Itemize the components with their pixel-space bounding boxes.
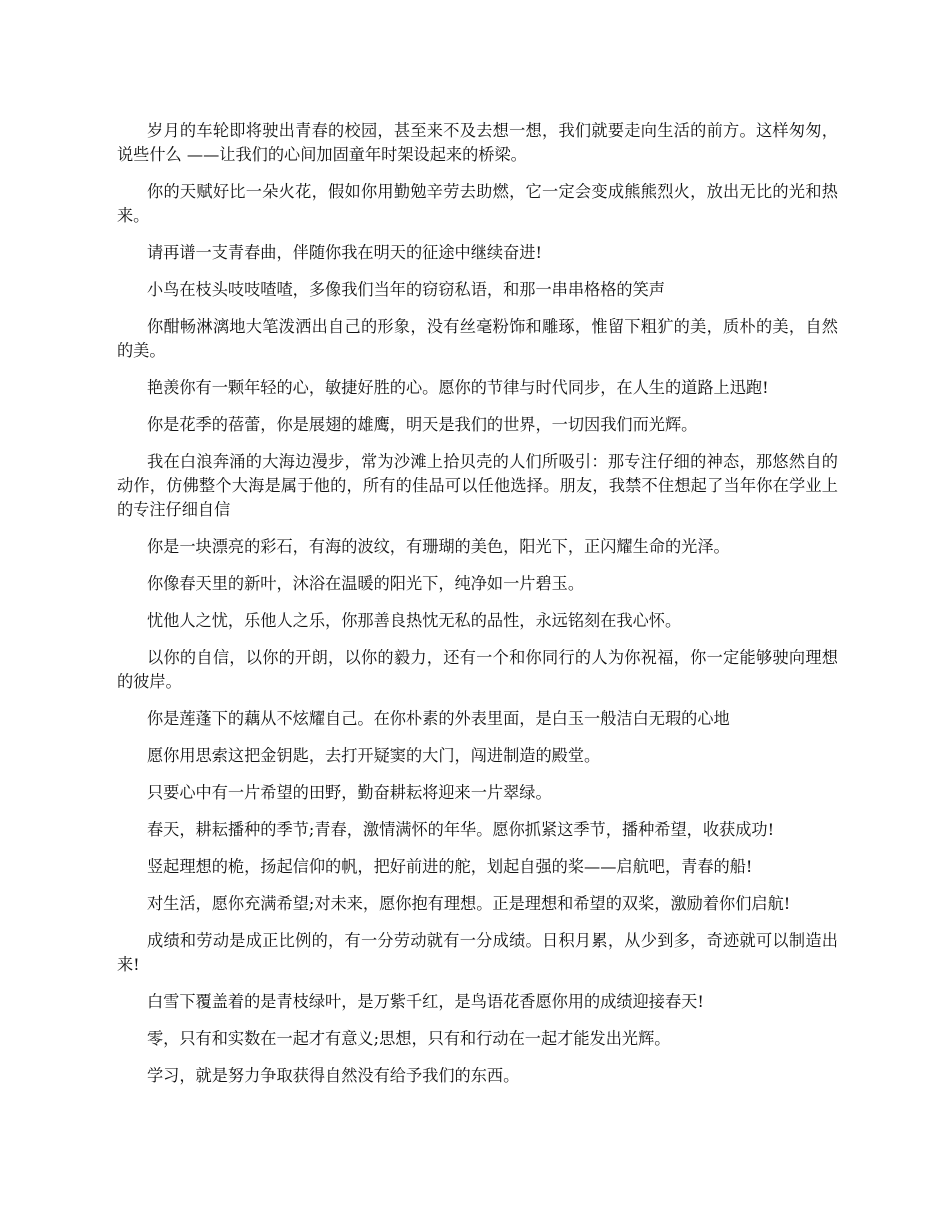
paragraph: 零，只有和实数在一起才有意义;思想，只有和行动在一起才能发出光辉。 — [147, 1029, 671, 1048]
paragraph: 春天，耕耘播种的季节;青春，激情满怀的年华。愿你抓紧这季节，播种希望，收获成功! — [147, 820, 775, 839]
document-body — [117, 119, 838, 1101]
paragraph: 学习，就是努力争取获得自然没有给予我们的东西。 — [147, 1066, 520, 1085]
paragraph: 对生活，愿你充满希望;对未来，愿你抱有理想。正是理想和希望的双桨，激励着你们启航! — [147, 894, 791, 913]
paragraph: 你像春天里的新叶，沐浴在温暖的阳光下，纯净如一片碧玉。 — [147, 574, 585, 593]
paragraph: 成绩和劳动是成正比例的，有一分劳动就有一分成绩。日积月累，从少到多，奇迹就可以制造出来! — [117, 931, 838, 974]
paragraph: 竖起理想的桅，扬起信仰的帆，把好前进的舵，划起自强的桨——启航吧，青春的船! — [147, 857, 753, 876]
paragraph: 只要心中有一片希望的田野，勤奋耕耘将迎来一片翠绿。 — [147, 783, 552, 802]
paragraph: 白雪下覆盖着的是青枝绿叶，是万紫千红，是鸟语花香愿你用的成绩迎接春天! — [147, 992, 704, 1011]
paragraph: 我在白浪奔涌的大海边漫步，常为沙滩上拾贝壳的人们所吸引：那专注仔细的神态，那悠然自的动作，仿佛整个大海是属于他的，所有的佳品可以任他选择。朋友，我禁不住想起了当年你在学业上的专注仔细自信 — [117, 452, 838, 519]
paragraph: 你是花季的蓓蕾，你是展翅的雄鹰，明天是我们的世界，一切因我们而光辉。 — [147, 415, 698, 434]
paragraph: 你的天赋好比一朵火花，假如你用勤勉辛劳去助燃，它一定会变成熊熊烈火，放出无比的光和热来。 — [117, 182, 838, 225]
paragraph: 忧他人之忧，乐他人之乐，你那善良热忱无私的品性，永远铭刻在我心怀。 — [147, 611, 682, 630]
paragraph: 小鸟在枝头吱吱喳喳，多像我们当年的窃窃私语，和那一串串格格的笑声 — [147, 280, 665, 299]
paragraph: 你是一块漂亮的彩石，有海的波纹，有珊瑚的美色，阳光下，正闪耀生命的光泽。 — [147, 537, 730, 556]
paragraph: 你酣畅淋漓地大笔泼洒出自己的形象，没有丝毫粉饰和雕琢，惟留下粗犷的美，质朴的美，自然的美。 — [117, 317, 838, 360]
paragraph: 你是莲蓬下的藕从不炫耀自己。在你朴素的外表里面，是白玉一般洁白无瑕的心地 — [147, 709, 730, 728]
paragraph: 艳羡你有一颗年轻的心，敏捷好胜的心。愿你的节律与时代同步，在人生的道路上迅跑! — [147, 378, 769, 397]
paragraph: 以你的自信，以你的开朗，以你的毅力，还有一个和你同行的人为你祝福，你一定能够驶向理想的彼岸。 — [117, 648, 838, 691]
paragraph: 愿你用思索这把金钥匙，去打开疑窦的大门，闯进制造的殿堂。 — [147, 746, 601, 765]
paragraph: 岁月的车轮即将驶出青春的校园，甚至来不及去想一想，我们就要走向生活的前方。这样匆匆，说些什么 ——让我们的心间加固童年时架设起来的桥梁。 — [117, 121, 838, 164]
paragraph: 请再谱一支青春曲，伴随你我在明天的征途中继续奋进! — [147, 243, 543, 262]
